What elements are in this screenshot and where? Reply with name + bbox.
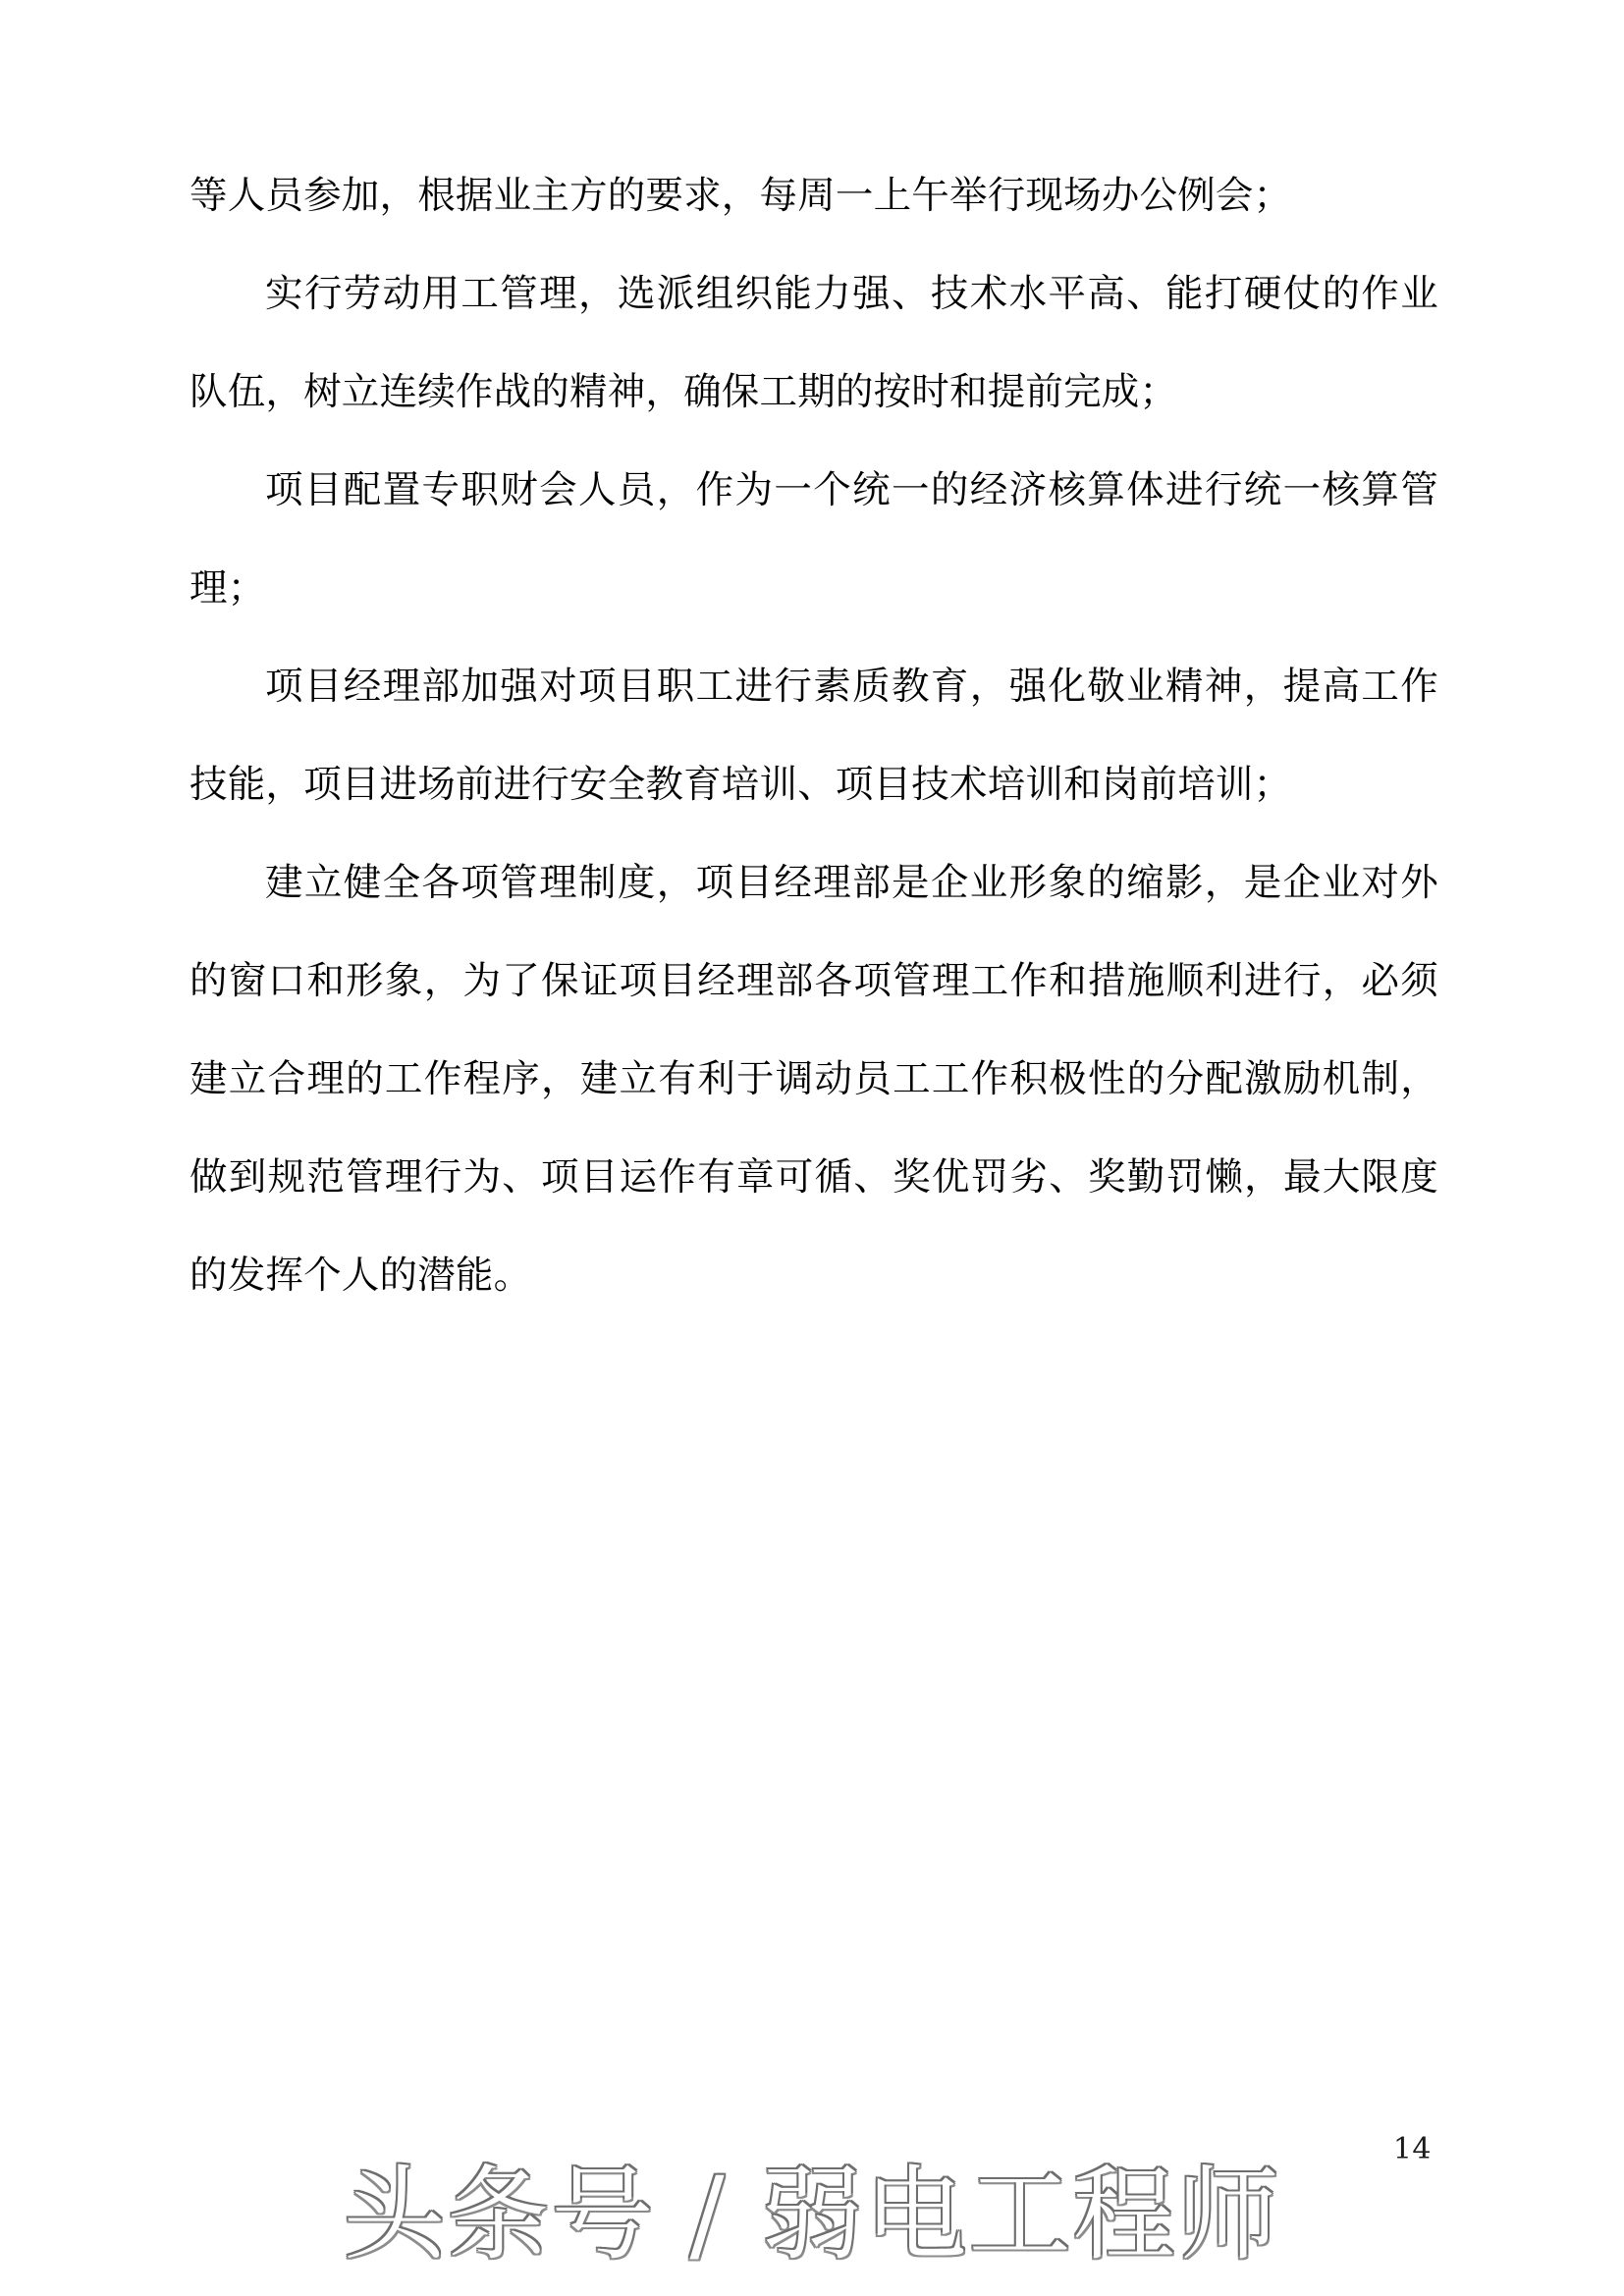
body-paragraph-4: 项目经理部加强对项目职工进行素质教育，强化敬业精神，提高工作技能，项目进场前进行安全教育培训、项目技术培训和岗前培训； [189,665,1438,807]
body-paragraph-2: 实行劳动用工管理，选派组织能力强、技术水平高、能打硬仗的作业队伍，树立连续作战的精神，确保工期的按时和提前完成； [189,272,1438,414]
document-body [189,147,1438,1325]
watermark [0,2156,1624,2273]
body-paragraph-3: 项目配置专职财会人员，作为一个统一的经济核算体进行统一核算管理； [189,468,1438,611]
body-paragraph-1: 等人员参加，根据业主方的要求，每周一上午举行现场办公例会； [189,174,1292,218]
watermark-label: 头条号 / 弱电工程师 [343,2155,1281,2274]
body-paragraph-5: 建立健全各项管理制度，项目经理部是企业形象的缩影，是企业对外的窗口和形象，为了保证项目经理部各项管理工作和措施顺利进行，必须建立合理的工作程序，建立有利于调动员工工作积极性的分配激励机制，做到规范管理行为、项目运作有章可循、奖优罚劣、奖勤罚懒，最大限度的发挥个人的潜能。 [189,861,1438,1298]
page-number: 14 [1392,2132,1432,2166]
